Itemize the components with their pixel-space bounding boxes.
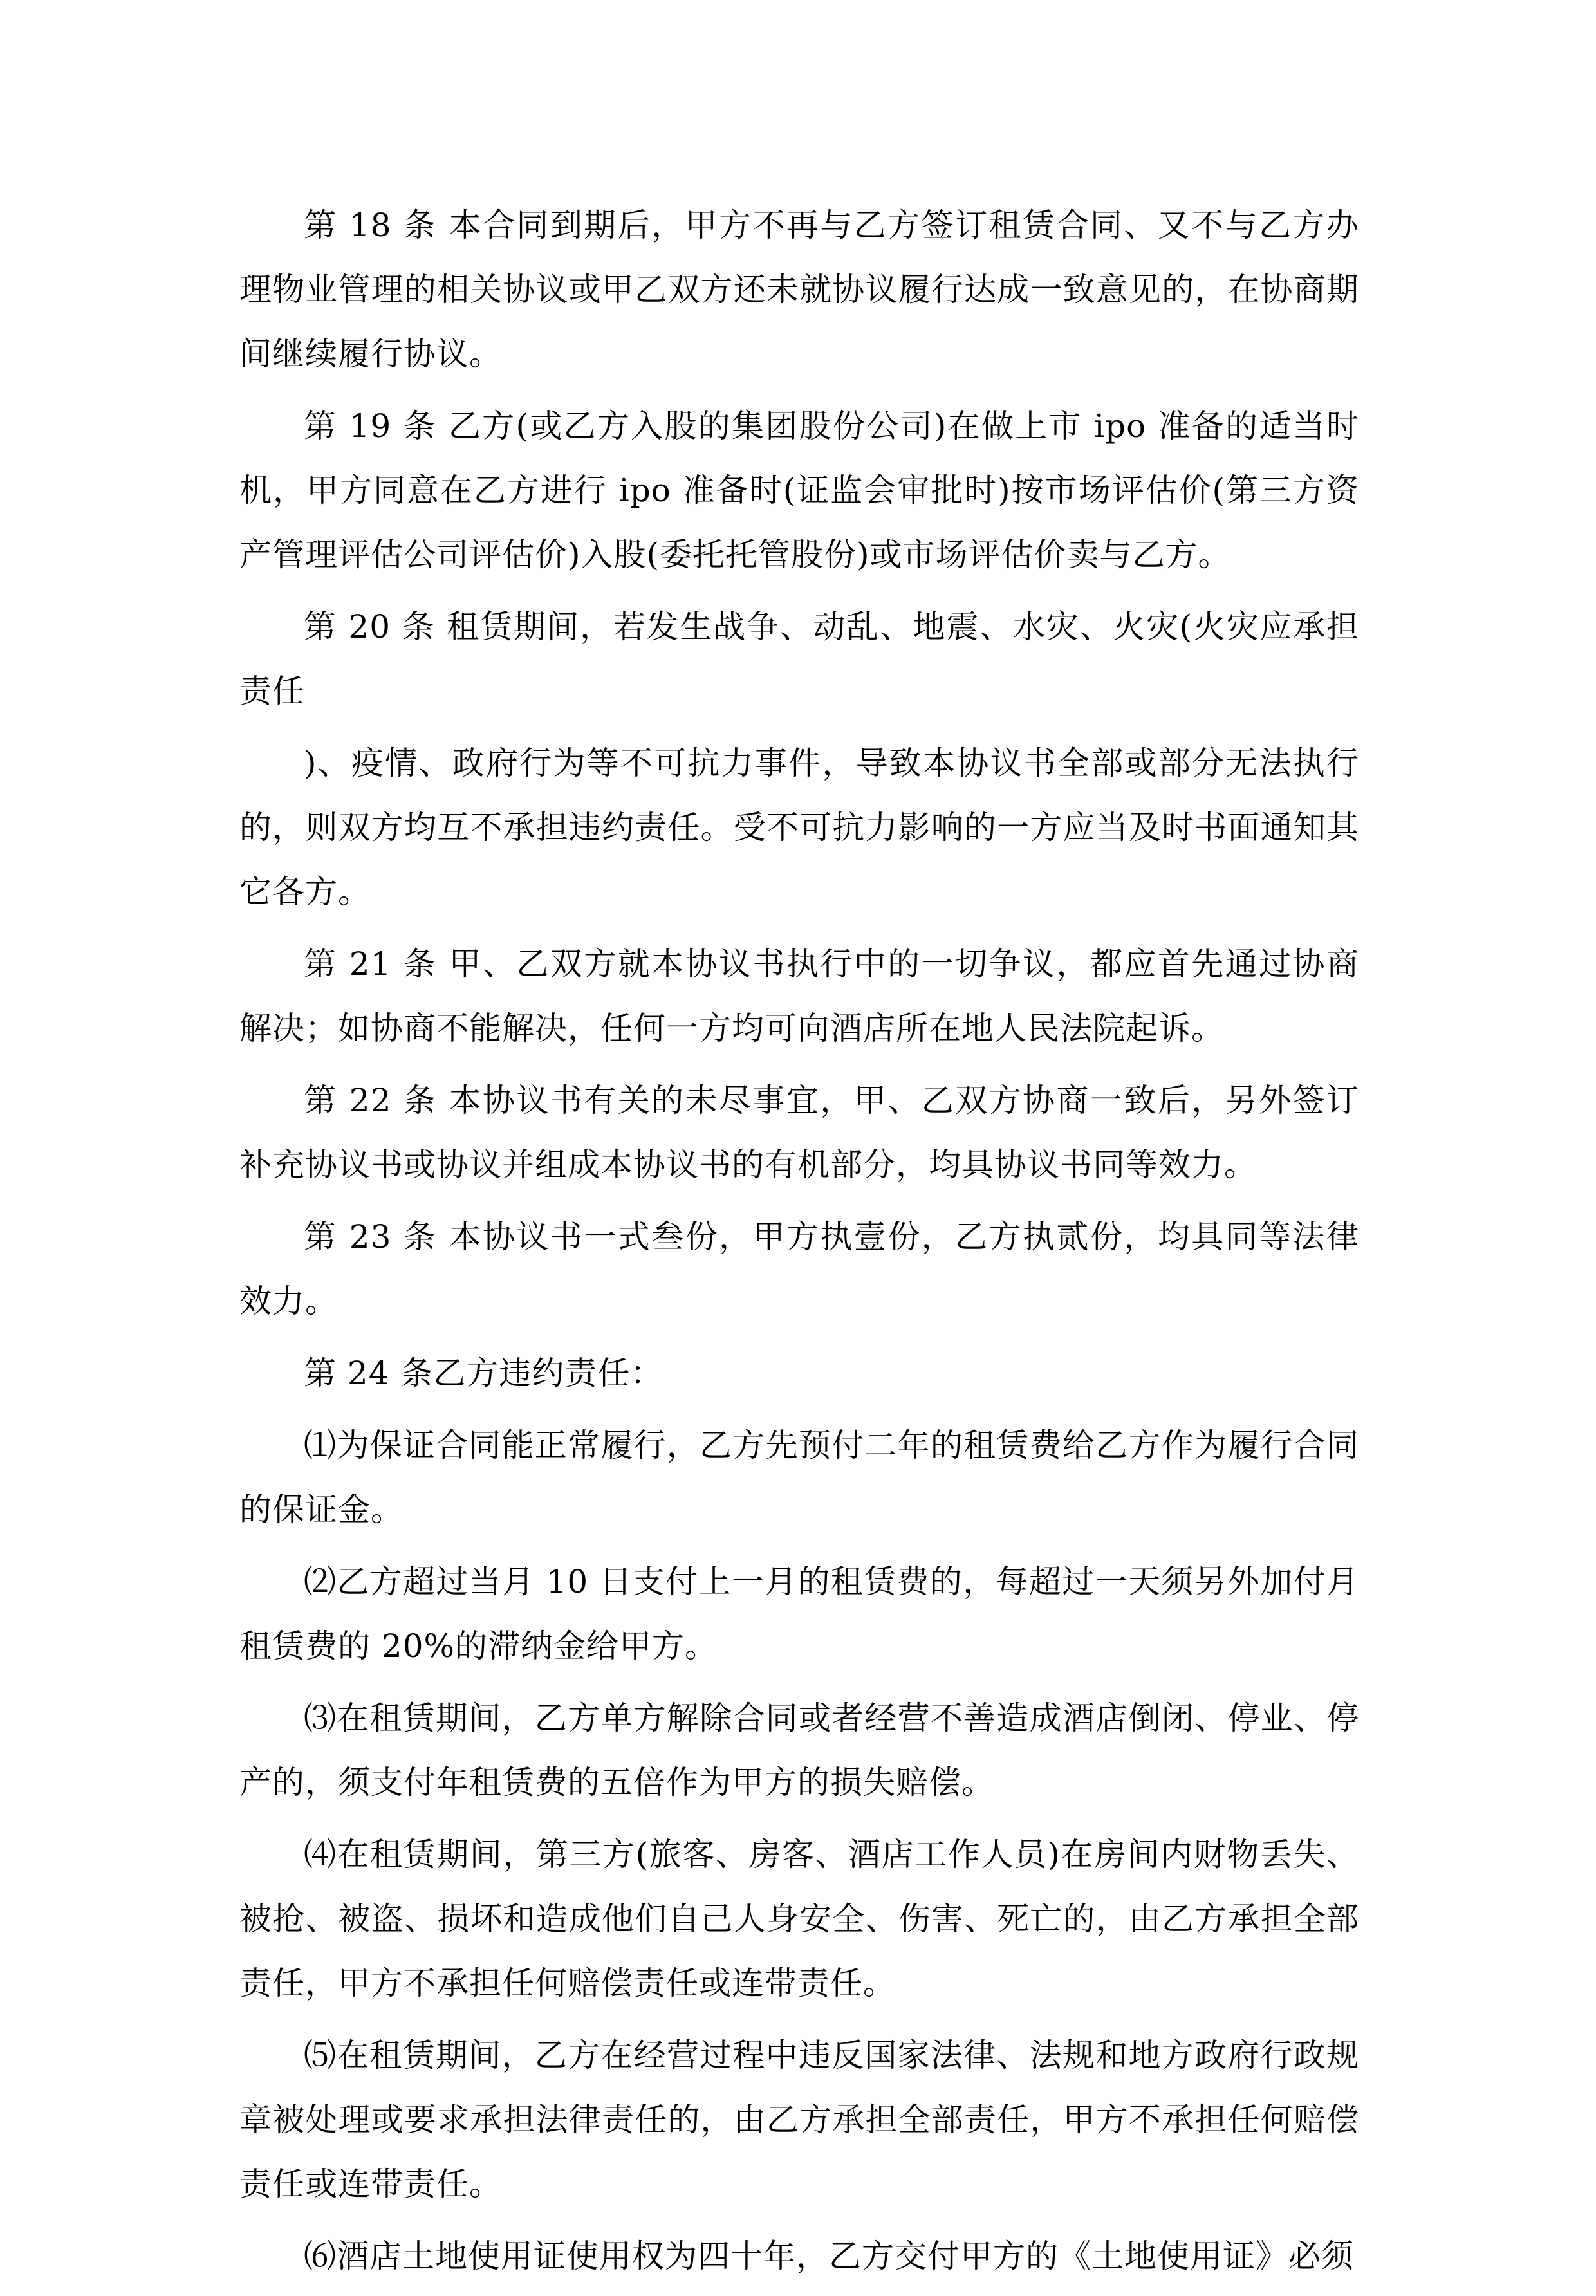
clause-20-continued: )、疫情、政府行为等不可抗力事件，导致本协议书全部或部分无法执行的，则双方均互不承担违约责任。受不可抗力影响的一方应当及时书面通知其它各方。 — [239, 745, 1359, 911]
clause-18: 第 18 条 本合同到期后，甲方不再与乙方签订租赁合同、又不与乙方办理物业管理的相关协议或甲乙双方还未就协议履行达成一致意见的，在协商期间继续履行协议。 — [239, 207, 1359, 373]
clause-22: 第 22 条 本协议书有关的未尽事宜，甲、乙双方协商一致后，另外签订补充协议书或协议并组成本协议书的有机部分，均具协议书同等效力。 — [239, 1082, 1359, 1183]
clause-24-item-1: ⑴为保证合同能正常履行，乙方先预付二年的租赁费给乙方作为履行合同的保证金。 — [239, 1427, 1359, 1528]
clause-24-item-4: ⑷在租赁期间，第三方(旅客、房客、酒店工作人员)在房间内财物丢失、被抢、被盗、损坏和造成他们自己人身安全、伤害、死亡的，由乙方承担全部责任，甲方不承担任何赔偿责任或连带责任。 — [239, 1836, 1359, 2002]
clause-24-item-5: ⑸在租赁期间，乙方在经营过程中违反国家法律、法规和地方政府行政规章被处理或要求承担法律责任的，由乙方承担全部责任，甲方不承担任何赔偿责任或连带责任。 — [239, 2037, 1359, 2203]
clause-20: 第 20 条 租赁期间，若发生战争、动乱、地震、水灾、火灾(火灾应承担责任 — [239, 608, 1359, 710]
clause-24-heading: 第 24 条乙方违约责任： — [304, 1355, 663, 1392]
clause-21: 第 21 条 甲、乙双方就本协议书执行中的一切争议，都应首先通过协商解决；如协商不能解决，任何一方均可向酒店所在地人民法院起诉。 — [239, 945, 1359, 1047]
document-body — [239, 193, 1359, 2296]
clause-24-item-2: ⑵乙方超过当月 10 日支付上一月的租赁费的，每超过一天须另外加付月租赁费的 20%的滞纳金给甲方。 — [239, 1563, 1359, 1665]
clause-19: 第 19 条 乙方(或乙方入股的集团股份公司)在做上市 ipo 准备的适当时机，甲方同意在乙方进行 ipo 准备时(证监会审批时)按市场评估价(第三方资产管理评估公司评估价)入股(委托托管股份)或市场评估价卖与乙方。 — [239, 407, 1359, 573]
clause-24-item-6: ⑹酒店土地使用证使用权为四十年，乙方交付甲方的《土地使用证》必须 — [304, 2237, 1354, 2275]
clause-23: 第 23 条 本协议书一式叁份，甲方执壹份，乙方执贰份，均具同等法律效力。 — [239, 1218, 1359, 1320]
clause-24-item-3: ⑶在租赁期间，乙方单方解除合同或者经营不善造成酒店倒闭、停业、停产的，须支付年租赁费的五倍作为甲方的损失赔偿。 — [239, 1699, 1359, 1801]
